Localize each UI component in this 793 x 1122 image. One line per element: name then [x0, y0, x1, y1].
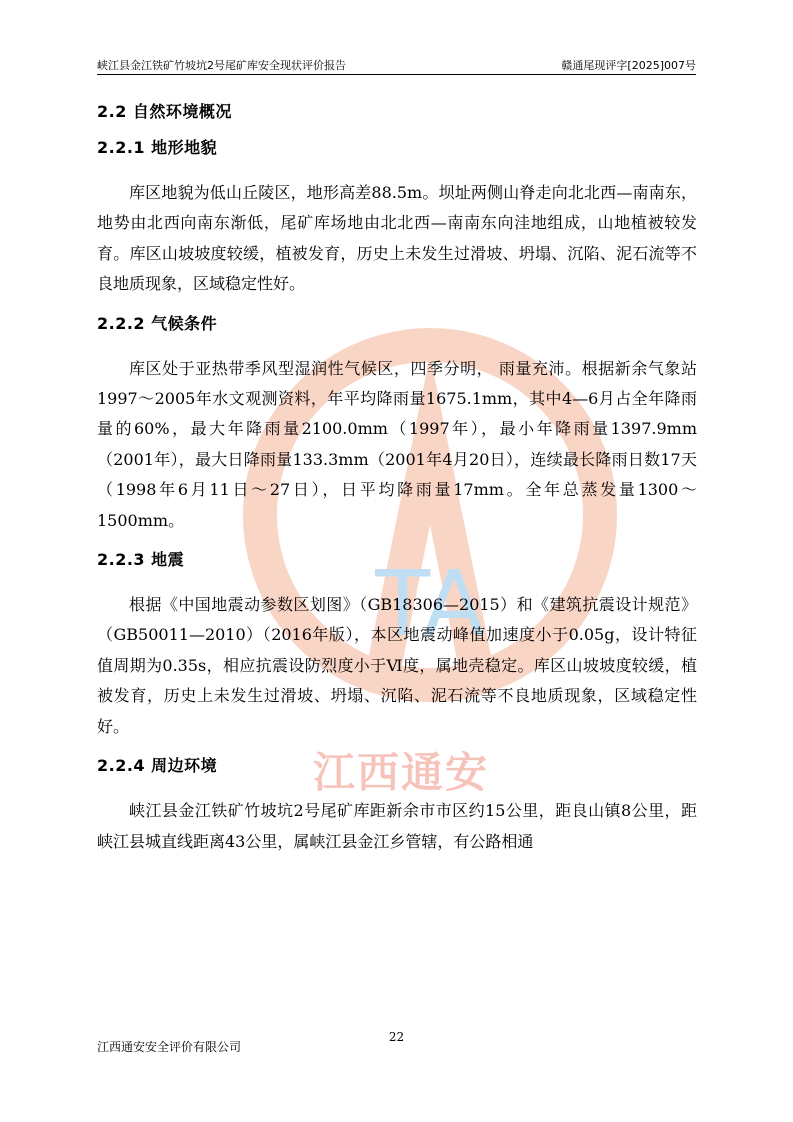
header-report-title: 峡江县金江铁矿竹坡坑2号尾矿库安全现状评价报告	[97, 59, 346, 72]
section-heading-2-2-3: 2.2.3 地震	[97, 550, 185, 570]
section-heading-2-2-2: 2.2.2 气候条件	[97, 313, 218, 333]
section-heading-2-2: 2.2 自然环境概况	[97, 102, 232, 121]
section-heading-2-2-4: 2.2.4 周边环境	[97, 756, 218, 776]
paragraph-earthquake: 根据《中国地震动参数区划图》（GB18306—2015）和《建筑抗震设计规范》（GB50011—2010）（2016年版），本区地震动峰值加速度小于0.05g，设计特征值周期为0.35s，相应抗震设防烈度小于Ⅵ度，属地壳稳定。库区山坡坡度较缓，植被发育，历史上未发生过滑坡、坍塌、沉陷、泥石流等不良地质现象，区域稳定性好。	[97, 595, 697, 736]
watermark-stamp-text: 江西通安	[313, 748, 490, 797]
page-number: 22	[388, 1030, 405, 1044]
page-header	[97, 52, 696, 75]
document-body	[97, 96, 697, 861]
watermark-ta-letters: TA	[375, 552, 485, 657]
paragraph-terrain: 库区地貌为低山丘陵区，地形高差88.5m。坝址两侧山脊走向北北西—南南东，地势由北西向南东渐低，尾矿库场地由北北西—南南东向洼地组成，山地植被较发育。库区山坡坡度较缓，植被发育，历史上未发生过滑坡、坍塌、沉陷、泥石流等不良地质现象，区域稳定性好。	[97, 183, 697, 294]
footer-company: 江西通安安全评价有限公司	[97, 1040, 242, 1054]
section-heading-2-2-1: 2.2.1 地形地貌	[97, 138, 218, 157]
header-report-number: 赣通尾现评字[2025]007号	[561, 59, 696, 72]
paragraph-climate: 库区处于亚热带季风型湿润性气候区，四季分明， 雨量充沛。根据新余气象站1997～2005年水文观测资料，年平均降雨量1675.1mm，其中4—6月占全年降雨量的60%，最大年降雨量2100.0mm（1997年），最小年降雨量1397.9mm（2001年），最大日降雨量133.3mm（2001年4月20日），连续最长降雨日数17天（1998年6月11日～27日），日平均降雨量17mm。全年总蒸发量1300～1500mm。	[97, 358, 697, 530]
paragraph-surroundings: 峡江县金江铁矿竹坡坑2号尾矿库距新余市市区约15公里，距良山镇8公里，距峡江县城直线距离43公里，属峡江县金江乡管辖，有公路相通	[97, 801, 697, 851]
